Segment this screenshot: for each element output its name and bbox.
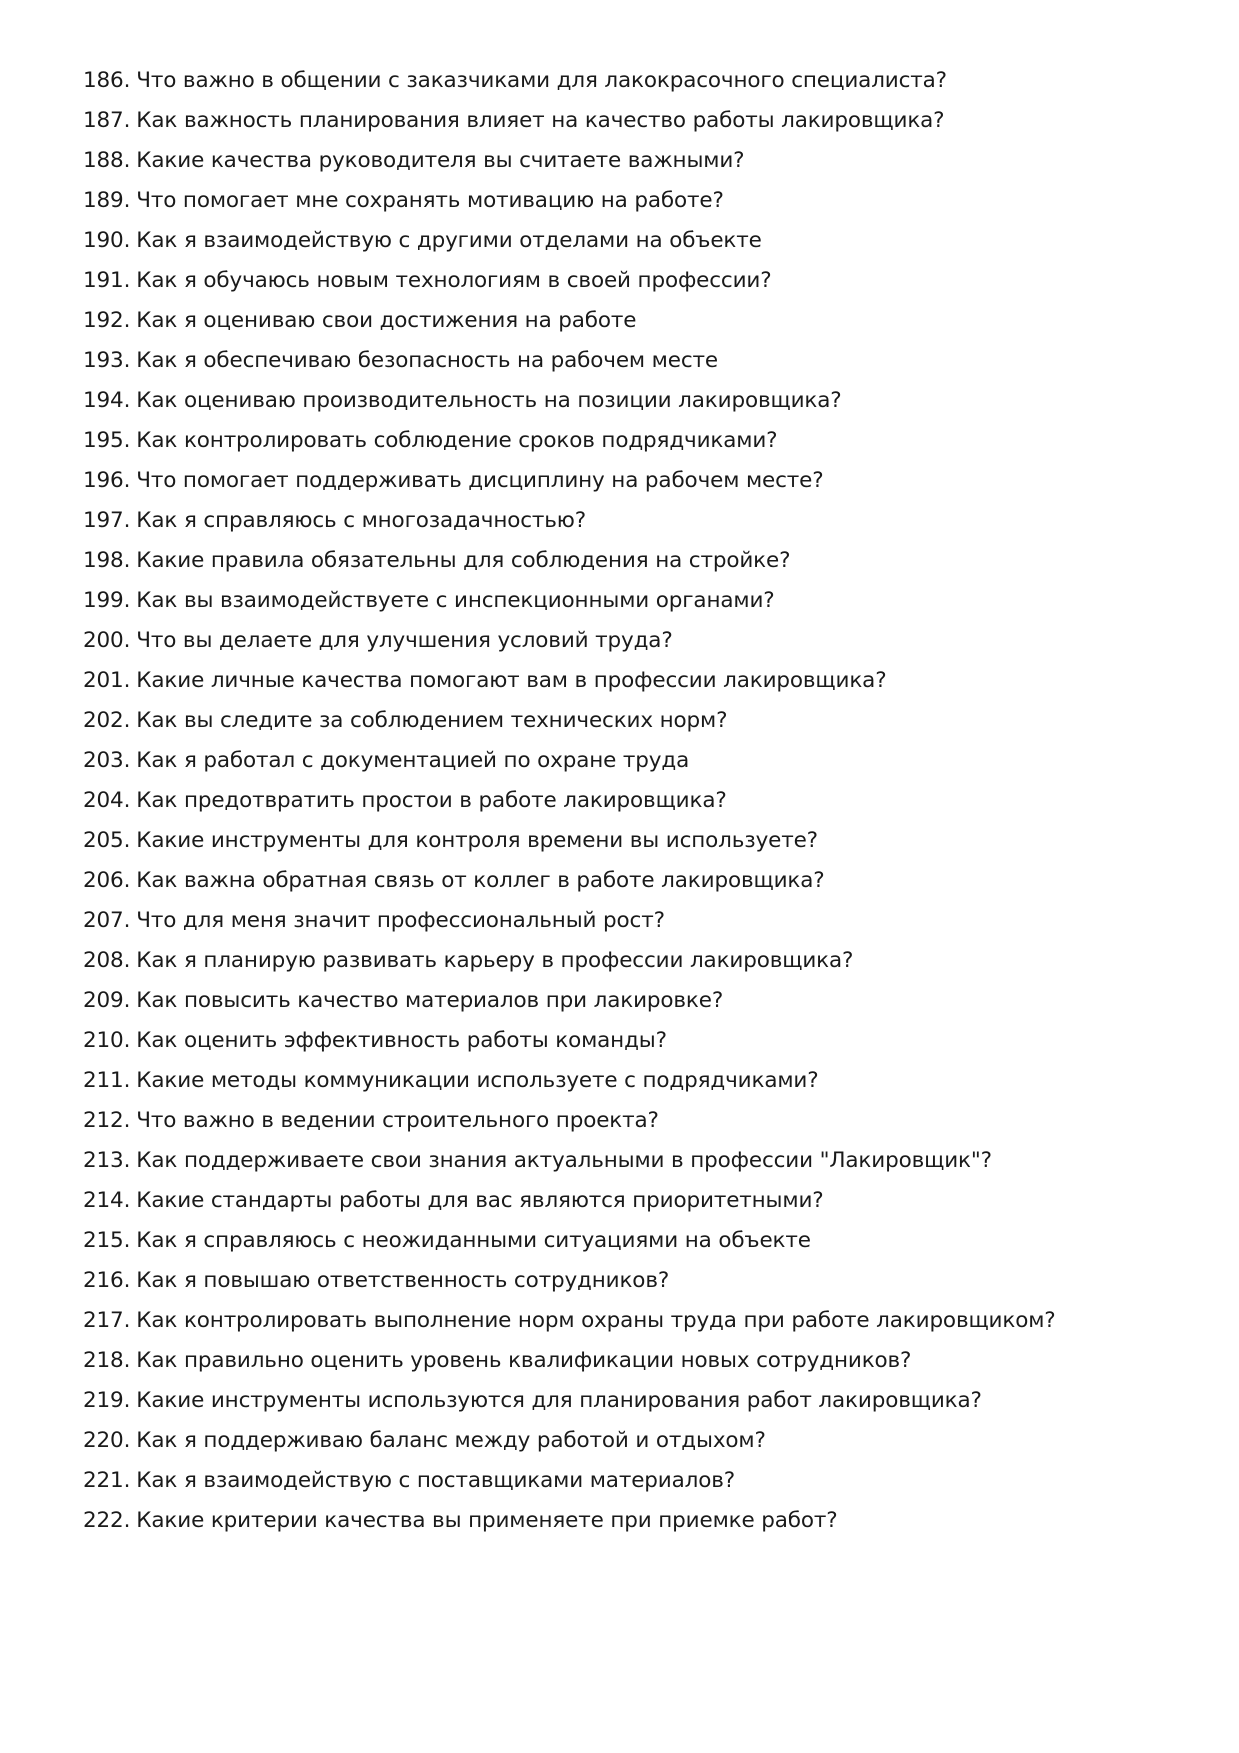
question-text: Какие правила обязательны для соблюдения на стройке? bbox=[136, 548, 791, 573]
question-number: 203. bbox=[83, 748, 131, 773]
question-text: Как контролировать соблюдение сроков подрядчиками? bbox=[136, 428, 778, 453]
list-item bbox=[83, 901, 1183, 941]
question-text: Какие критерии качества вы применяете при приемке работ? bbox=[136, 1508, 838, 1533]
question-text: Как важность планирования влияет на качество работы лакировщика? bbox=[136, 108, 945, 133]
question-text: Что помогает поддерживать дисциплину на рабочем месте? bbox=[136, 468, 824, 493]
list-item bbox=[83, 1141, 1183, 1181]
question-text: Какие инструменты для контроля времени вы используете? bbox=[136, 828, 818, 853]
question-number: 208. bbox=[83, 948, 131, 973]
list-item bbox=[83, 301, 1183, 341]
question-number: 201. bbox=[83, 668, 131, 693]
question-number: 210. bbox=[83, 1028, 131, 1053]
question-text: Как я взаимодействую с поставщиками материалов? bbox=[136, 1468, 736, 1493]
question-text: Что важно в ведении строительного проекта? bbox=[136, 1108, 659, 1133]
question-list bbox=[83, 61, 1183, 1541]
question-number: 207. bbox=[83, 908, 131, 933]
list-item bbox=[83, 101, 1183, 141]
list-item bbox=[83, 1101, 1183, 1141]
question-number: 217. bbox=[83, 1308, 131, 1333]
question-number: 188. bbox=[83, 148, 131, 173]
question-number: 220. bbox=[83, 1428, 131, 1453]
question-text: Как я работал с документацией по охране труда bbox=[136, 748, 690, 773]
question-text: Как я взаимодействую с другими отделами на объекте bbox=[136, 228, 762, 253]
question-text: Как я обеспечиваю безопасность на рабочем месте bbox=[136, 348, 718, 373]
list-item bbox=[83, 1021, 1183, 1061]
question-text: Какие стандарты работы для вас являются приоритетными? bbox=[136, 1188, 824, 1213]
list-item bbox=[83, 781, 1183, 821]
question-text: Как предотвратить простои в работе лакировщика? bbox=[136, 788, 727, 813]
question-number: 218. bbox=[83, 1348, 131, 1373]
question-text: Как я повышаю ответственность сотрудников? bbox=[136, 1268, 670, 1293]
question-number: 211. bbox=[83, 1068, 131, 1093]
question-number: 222. bbox=[83, 1508, 131, 1533]
question-text: Какие качества руководителя вы считаете важными? bbox=[136, 148, 745, 173]
question-text: Как я справляюсь с неожиданными ситуациями на объекте bbox=[136, 1228, 811, 1253]
question-number: 202. bbox=[83, 708, 131, 733]
question-text: Какие методы коммуникации используете с подрядчиками? bbox=[136, 1068, 819, 1093]
question-number: 206. bbox=[83, 868, 131, 893]
question-text: Как я оцениваю свои достижения на работе bbox=[136, 308, 637, 333]
question-number: 194. bbox=[83, 388, 131, 413]
question-number: 205. bbox=[83, 828, 131, 853]
list-item bbox=[83, 181, 1183, 221]
question-number: 199. bbox=[83, 588, 131, 613]
list-item bbox=[83, 621, 1183, 661]
list-item bbox=[83, 581, 1183, 621]
question-number: 209. bbox=[83, 988, 131, 1013]
question-number: 221. bbox=[83, 1468, 131, 1493]
question-text: Что вы делаете для улучшения условий труда? bbox=[136, 628, 673, 653]
list-item bbox=[83, 1061, 1183, 1101]
question-text: Как оценить эффективность работы команды? bbox=[136, 1028, 667, 1053]
list-item bbox=[83, 1461, 1183, 1501]
question-text: Что важно в общении с заказчиками для лакокрасочного специалиста? bbox=[136, 68, 947, 93]
list-item bbox=[83, 981, 1183, 1021]
list-item bbox=[83, 741, 1183, 781]
question-text: Какие личные качества помогают вам в профессии лакировщика? bbox=[136, 668, 887, 693]
question-number: 187. bbox=[83, 108, 131, 133]
list-item bbox=[83, 381, 1183, 421]
question-text: Как правильно оценить уровень квалификации новых сотрудников? bbox=[136, 1348, 912, 1373]
question-number: 212. bbox=[83, 1108, 131, 1133]
question-number: 196. bbox=[83, 468, 131, 493]
question-number: 197. bbox=[83, 508, 131, 533]
list-item bbox=[83, 1501, 1183, 1541]
question-text: Как вы взаимодействуете с инспекционными органами? bbox=[136, 588, 775, 613]
list-item bbox=[83, 541, 1183, 581]
question-number: 204. bbox=[83, 788, 131, 813]
list-item bbox=[83, 821, 1183, 861]
question-number: 214. bbox=[83, 1188, 131, 1213]
question-number: 195. bbox=[83, 428, 131, 453]
question-text: Что помогает мне сохранять мотивацию на работе? bbox=[136, 188, 724, 213]
question-text: Как я справляюсь с многозадачностью? bbox=[136, 508, 587, 533]
question-number: 198. bbox=[83, 548, 131, 573]
list-item bbox=[83, 701, 1183, 741]
question-text: Как вы следите за соблюдением технических норм? bbox=[136, 708, 728, 733]
list-item bbox=[83, 421, 1183, 461]
list-item bbox=[83, 1421, 1183, 1461]
question-number: 189. bbox=[83, 188, 131, 213]
question-text: Как я планирую развивать карьеру в профессии лакировщика? bbox=[136, 948, 854, 973]
question-number: 191. bbox=[83, 268, 131, 293]
question-text: Как контролировать выполнение норм охраны труда при работе лакировщиком? bbox=[136, 1308, 1056, 1333]
list-item bbox=[83, 1181, 1183, 1221]
list-item bbox=[83, 1381, 1183, 1421]
list-item bbox=[83, 1341, 1183, 1381]
list-item bbox=[83, 61, 1183, 101]
list-item bbox=[83, 141, 1183, 181]
question-number: 192. bbox=[83, 308, 131, 333]
list-item bbox=[83, 1261, 1183, 1301]
list-item bbox=[83, 221, 1183, 261]
question-number: 219. bbox=[83, 1388, 131, 1413]
list-item bbox=[83, 1301, 1183, 1341]
list-item bbox=[83, 1221, 1183, 1261]
list-item bbox=[83, 661, 1183, 701]
question-number: 216. bbox=[83, 1268, 131, 1293]
list-item bbox=[83, 861, 1183, 901]
question-number: 200. bbox=[83, 628, 131, 653]
list-item bbox=[83, 461, 1183, 501]
question-number: 213. bbox=[83, 1148, 131, 1173]
question-text: Как я поддерживаю баланс между работой и отдыхом? bbox=[136, 1428, 766, 1453]
question-text: Как повысить качество материалов при лакировке? bbox=[136, 988, 724, 1013]
question-text: Как оцениваю производительность на позиции лакировщика? bbox=[136, 388, 842, 413]
list-item bbox=[83, 941, 1183, 981]
list-item bbox=[83, 341, 1183, 381]
question-number: 186. bbox=[83, 68, 131, 93]
question-text: Как важна обратная связь от коллег в работе лакировщика? bbox=[136, 868, 825, 893]
question-number: 215. bbox=[83, 1228, 131, 1253]
question-number: 190. bbox=[83, 228, 131, 253]
list-item bbox=[83, 501, 1183, 541]
question-text: Какие инструменты используются для планирования работ лакировщика? bbox=[136, 1388, 982, 1413]
question-number: 193. bbox=[83, 348, 131, 373]
question-text: Как я обучаюсь новым технологиям в своей профессии? bbox=[136, 268, 772, 293]
question-text: Как поддерживаете свои знания актуальными в профессии "Лакировщик"? bbox=[136, 1148, 992, 1173]
question-text: Что для меня значит профессиональный рост? bbox=[136, 908, 665, 933]
list-item bbox=[83, 261, 1183, 301]
